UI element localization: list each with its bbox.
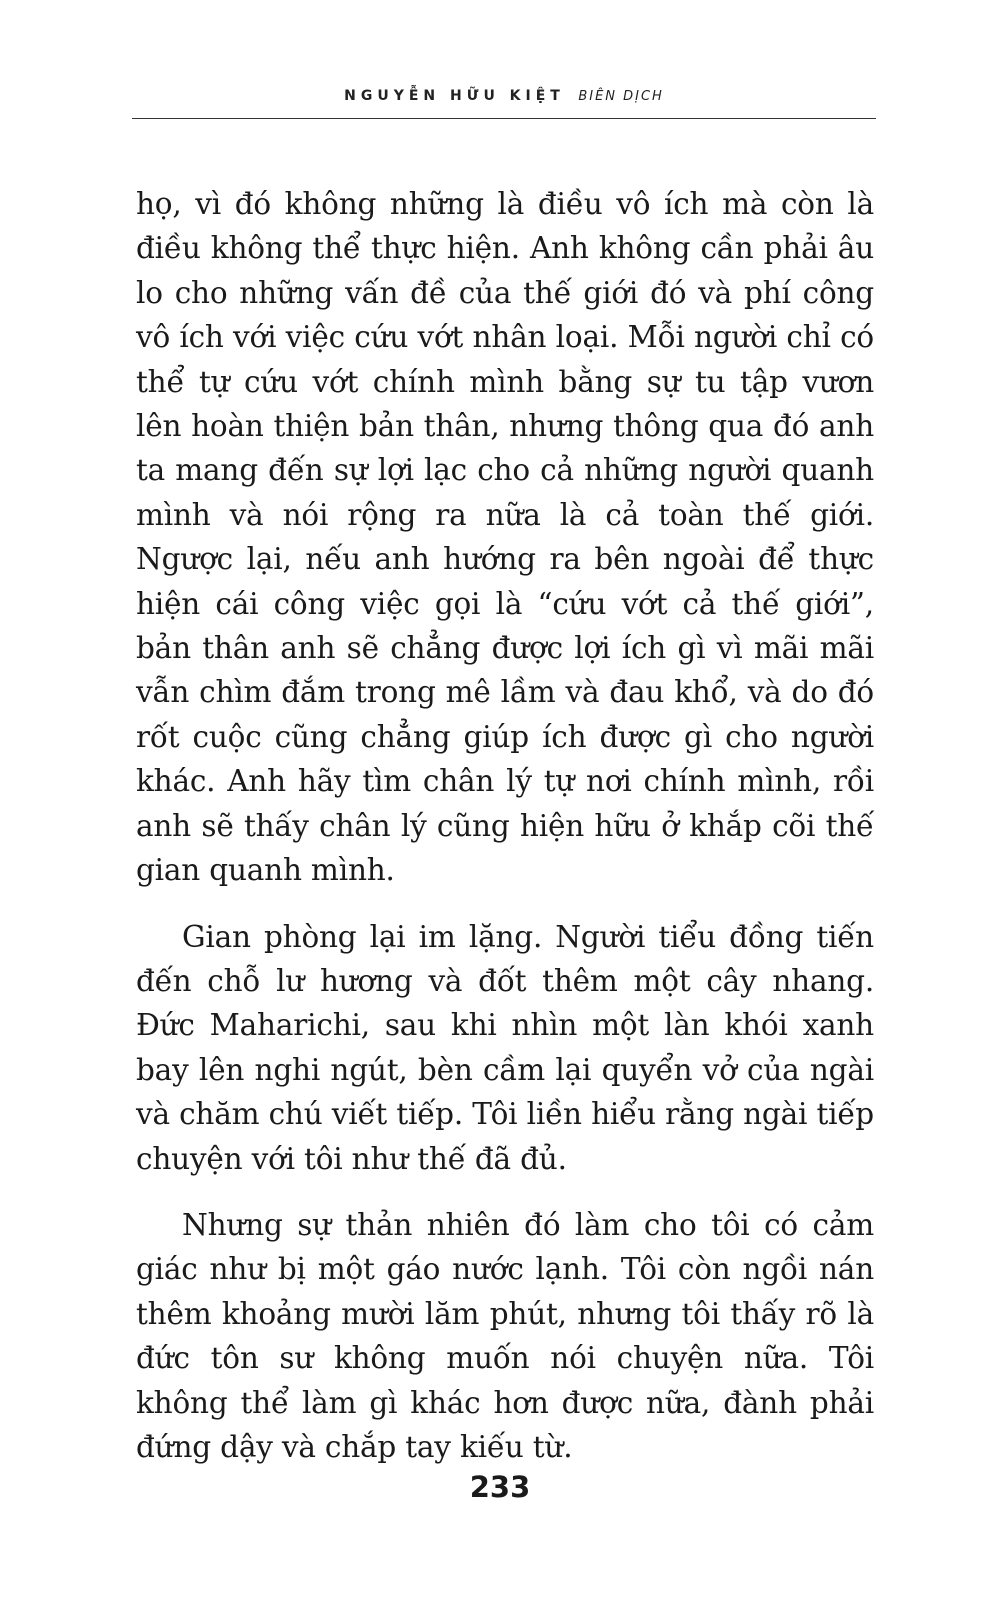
header-role: BIÊN DỊCH: [578, 89, 664, 104]
paragraph-2: Gian phòng lại im lặng. Người tiểu đồng tiến đến chỗ lư hương và đốt thêm một cây nhang. Đức Maharichi, sau khi nhìn một làn khói xanh bay lên nghi ngút, bèn cầm lại quyển vở của ngài và chăm chú viết tiếp. Tôi liền hiểu rằng ngài tiếp chuyện với tôi như thế đã đủ.: [136, 919, 874, 1176]
paragraph-1: họ, vì đó không những là điều vô ích mà còn là điều không thể thực hiện. Anh không cần phải âu lo cho những vấn đề của thế giới đó và phí công vô ích với việc cứu vớt nhân loại. Mỗi người chỉ có thể tự cứu vớt chính mình bằng sự tu tập vươn lên hoàn thiện bản thân, nhưng thông qua đó anh ta mang đến sự lợi lạc cho cả những người quanh mình và nói rộng ra nữa là cả toàn thế giới. Ngược lại, nếu anh hướng ra bên ngoài để thực hiện cái công việc gọi là “cứu vớt cả thế giới”, bản thân anh sẽ chẳng được lợi ích gì vì mãi mãi vẫn chìm đắm trong mê lầm và đau khổ, và do đó rốt cuộc cũng chẳng giúp ích được gì cho người khác. Anh hãy tìm chân lý tự nơi chính mình, rồi anh sẽ thấy chân lý cũng hiện hữu ở khắp cõi thế gian quanh mình.: [136, 187, 874, 888]
paragraph-3: Nhưng sự thản nhiên đó làm cho tôi có cảm giác như bị một gáo nước lạnh. Tôi còn ngồi nán thêm khoảng mười lăm phút, nhưng tôi thấy rõ là đức tôn sư không muốn nói chuyện nữa. Tôi không thể làm gì khác hơn được nữa, đành phải đứng dậy và chắp tay kiếu từ.: [136, 1207, 874, 1464]
header-rule: [132, 118, 876, 119]
header-author: NGUYỄN HỮU KIỆT: [344, 88, 565, 104]
running-header: [132, 88, 876, 104]
body-text: [136, 182, 874, 1469]
page-number: 233: [469, 1470, 531, 1504]
